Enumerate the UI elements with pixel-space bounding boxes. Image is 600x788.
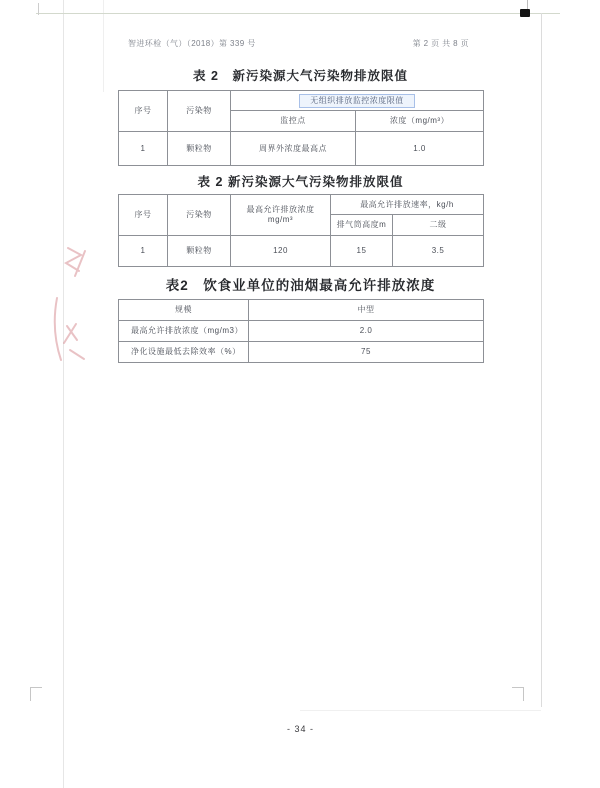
- page-left-edge-line: [63, 0, 64, 788]
- bottom-left-corner-mark: [30, 687, 42, 701]
- t3-label-scale: 规模: [119, 300, 249, 321]
- t2-header-max-concentration-line1: 最高允许排放浓度: [246, 205, 315, 214]
- t2-header-no: 序号: [119, 195, 168, 236]
- t2-header-stack-height: 排气筒高度m: [331, 215, 393, 236]
- table-row: [119, 132, 484, 166]
- t3-value-scale: 中型: [249, 300, 484, 321]
- page-number: - 34 -: [286, 724, 314, 734]
- table2-title: 表 2 新污染源大气污染物排放限值: [197, 175, 404, 189]
- t3-label-max-concentration: 最高允许排放浓度（mg/m3）: [119, 321, 249, 342]
- cooking-fume-limits-table: [118, 299, 484, 363]
- document-header: [118, 38, 483, 49]
- t1-header-no: 序号: [119, 91, 168, 132]
- document-content: [118, 38, 483, 363]
- stack-emission-limits-table: [118, 194, 484, 267]
- t1-cell-concentration: 1.0: [356, 132, 484, 166]
- underlying-sheet-top-edge: [36, 13, 560, 14]
- t3-label-removal-efficiency: 净化设施最低去除效率（%）: [119, 342, 249, 363]
- t1-header-monitor-point: 监控点: [231, 111, 356, 132]
- page-indicator: 第 2 页 共 8 页: [412, 39, 469, 48]
- t1-header-pollutant: 污染物: [168, 91, 231, 132]
- table-row: [119, 300, 484, 321]
- table3-title: 表2 饮食业单位的油烟最高允许排放浓度: [165, 278, 436, 293]
- page-right-edge-line: [541, 13, 542, 707]
- top-left-registration-tick: [38, 3, 39, 15]
- red-stamp: [50, 240, 110, 370]
- t2-cell-pollutant: 颗粒物: [168, 236, 231, 267]
- table-row: [119, 321, 484, 342]
- bottom-right-corner-mark: [512, 687, 524, 701]
- t2-header-pollutant: 污染物: [168, 195, 231, 236]
- t2-header-max-concentration: [231, 195, 331, 236]
- t1-cell-pollutant: 颗粒物: [168, 132, 231, 166]
- bottom-shadow-line: [300, 710, 541, 711]
- table-row: [119, 236, 484, 267]
- unorganized-emission-limits-table: [118, 90, 484, 166]
- t1-header-group: [231, 91, 484, 111]
- t3-value-removal-efficiency: 75: [249, 342, 484, 363]
- t2-cell-class2-rate: 3.5: [393, 236, 484, 267]
- t2-header-class2: 二级: [393, 215, 484, 236]
- t1-header-concentration: 浓度（mg/m³）: [356, 111, 484, 132]
- t2-header-group: 最高允许排放速率，kg/h: [331, 195, 484, 215]
- t2-cell-max-concentration: 120: [231, 236, 331, 267]
- t1-group-highlight: 无组织排放监控浓度限值: [299, 94, 415, 108]
- t2-cell-stack-height: 15: [331, 236, 393, 267]
- t2-cell-no: 1: [119, 236, 168, 267]
- t3-value-max-concentration: 2.0: [249, 321, 484, 342]
- table1-title: 表 2 新污染源大气污染物排放限值: [193, 69, 408, 83]
- table-row: [119, 342, 484, 363]
- t2-header-max-concentration-line2: mg/m³: [267, 215, 294, 224]
- top-right-black-mark: [520, 9, 530, 17]
- document-number: 智进环检（气）（2018）第 339 号: [128, 39, 256, 48]
- t1-cell-monitor-point: 周界外浓度最高点: [231, 132, 356, 166]
- t1-cell-no: 1: [119, 132, 168, 166]
